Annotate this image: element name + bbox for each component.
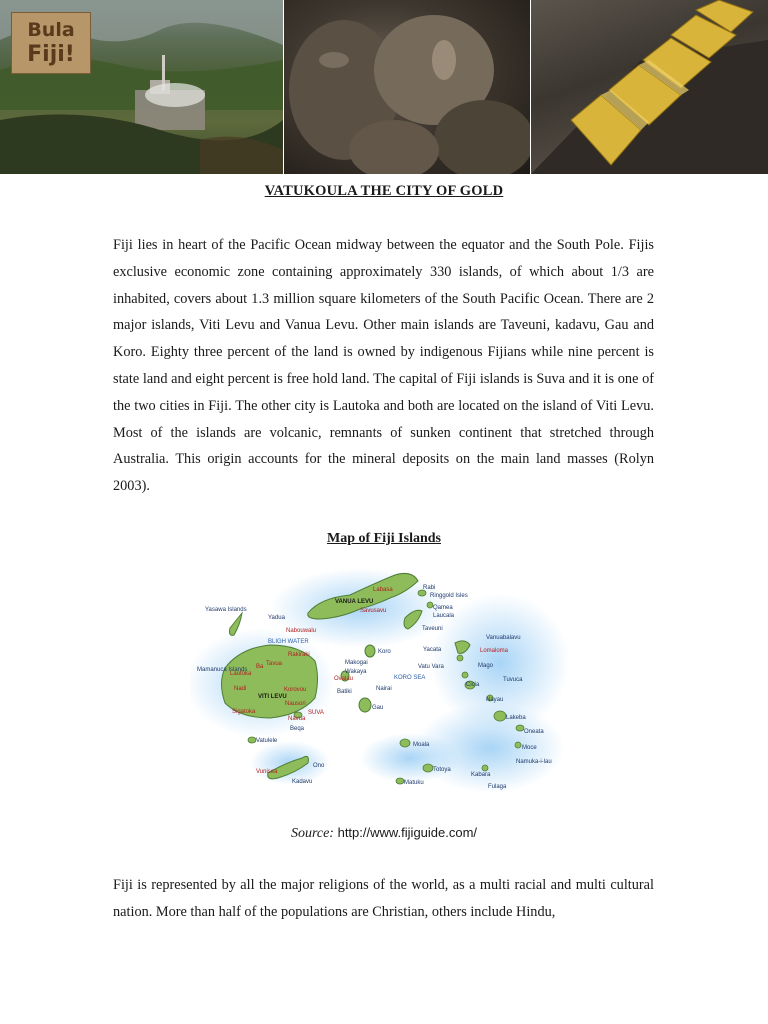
label-tuvuca: Tuvuca xyxy=(503,677,523,683)
banner-image-mine-landscape xyxy=(0,0,283,174)
banner-image-gold-bars xyxy=(531,0,768,174)
label-lomaloma: Lomaloma xyxy=(480,648,509,654)
label-ba: Ba xyxy=(256,664,264,670)
intro-paragraph: Fiji lies in heart of the Pacific Ocean midway between the equator and the South Pole. Fijis exclusive economic zone containing approximately 330 islands, of which about 1/3 are inhabited, covers about 1.3 million square kilometers of the South Pacific Ocean. There are 2 major islands, Viti Levu and Vanua Levu. Other main islands are Taveuni, kadavu, Gau and Koro. Eighty three percent of the land is owned by indigenous Fijians while nine percent is state land and eight percent is free hold land. The capital of Fiji islands is Suva and it is one of the two cities in Fiji. The other city is Lautoka and both are located on the island of Viti Levu. Most of the islands are volcanic, remnants of sunken continent that stretched through Australia. This origin accounts for the mineral deposits on the main land masses (Rolyn 2003). xyxy=(113,237,654,495)
label-yadua: Yadua xyxy=(268,615,285,621)
label-bligh: BLIGH WATER xyxy=(268,639,309,645)
label-sigatoka: Sigatoka xyxy=(232,709,256,715)
label-vunisea: Vunisea xyxy=(256,769,278,775)
label-fulaga: Fulaga xyxy=(488,784,507,790)
label-kabara: Kabara xyxy=(471,772,491,778)
label-laucala: Laucala xyxy=(433,613,455,619)
label-wakaya: Wakaya xyxy=(345,669,367,675)
logo-line1: Bula xyxy=(27,19,75,41)
label-totoya: Totoya xyxy=(433,767,451,773)
label-lautoka: Lautoka xyxy=(230,671,252,677)
label-nayau: Nayau xyxy=(486,697,504,703)
label-yasawa: Yasawa Islands xyxy=(205,607,247,613)
label-korovou: Korovou xyxy=(284,687,307,693)
label-qamea: Qamea xyxy=(433,605,453,611)
header-banner xyxy=(0,0,768,174)
koro-shape xyxy=(365,645,375,657)
label-matuku: Matuku xyxy=(404,780,424,786)
label-gau: Gau xyxy=(372,705,384,711)
label-mago: Mago xyxy=(478,663,494,669)
label-vanua-levu: VANUA LEVU xyxy=(335,599,374,605)
label-nabouwalu: Nabouwalu xyxy=(286,628,317,634)
label-moala: Moala xyxy=(413,742,430,748)
label-vanuabalavu: Vanuabalavu xyxy=(486,635,521,641)
gau-shape xyxy=(359,698,371,712)
label-rabi: Rabi xyxy=(423,585,436,591)
label-lakeba: Lakeba xyxy=(506,715,526,721)
gold-bars-illustration xyxy=(531,0,768,174)
label-koro: Koro xyxy=(378,649,391,655)
label-nadi: Nadi xyxy=(234,686,247,692)
label-kadavu: Kadavu xyxy=(292,779,313,785)
label-taveuni: Taveuni xyxy=(422,626,443,632)
page-title: VATUKOULA THE CITY OF GOLD xyxy=(264,183,504,199)
label-namuka: Namuka-i-lau xyxy=(516,759,552,765)
label-tavua: Tavua xyxy=(266,661,283,667)
label-moce: Moce xyxy=(522,745,537,751)
bula-fiji-logo xyxy=(11,12,91,74)
label-ringgold: Ringgold Isles xyxy=(430,593,468,599)
logo-line2: Fiji! xyxy=(27,42,75,67)
label-viti-levu: VITI LEVU xyxy=(258,694,287,700)
label-vatu-vara: Vatu Vara xyxy=(418,664,444,670)
label-nausori: Nausori xyxy=(285,701,306,707)
label-rakiraki: Rakiraki xyxy=(288,652,310,658)
source-label: Source: xyxy=(290,826,334,841)
label-suva: SUVA xyxy=(308,710,324,716)
label-navua: Navua xyxy=(288,716,306,722)
label-mamanuca: Mamanuca Islands xyxy=(197,667,248,673)
label-beqa: Beqa xyxy=(290,726,305,732)
map-title: Map of Fiji Islands xyxy=(327,531,441,546)
label-nairai: Nairai xyxy=(376,686,392,692)
label-batiki: Batiki xyxy=(337,689,352,695)
label-makogai: Makogai xyxy=(345,660,368,666)
label-koro-sea: KORO SEA xyxy=(394,675,426,681)
label-oneata: Oneata xyxy=(524,729,544,735)
label-ono: Ono xyxy=(313,763,325,769)
map-source xyxy=(0,825,768,842)
label-labasa: Labasa xyxy=(373,587,393,593)
gold-ore-illustration xyxy=(284,0,530,174)
source-url: http://www.fijiguide.com/ xyxy=(337,825,478,840)
label-ovalau: Ovalau xyxy=(334,676,354,682)
label-savusavu: Savusavu xyxy=(360,608,387,614)
fiji-islands-map xyxy=(190,553,580,803)
banner-image-gold-ore xyxy=(284,0,530,174)
label-vatulele: Vatulele xyxy=(256,738,278,744)
label-cicia: Cicia xyxy=(466,682,480,688)
religion-paragraph: Fiji is represented by all the major religions of the world, as a multi racial and multi cultural nation. More than half of the populations are Christian, others include Hindu, xyxy=(113,877,654,920)
label-yacata: Yacata xyxy=(423,647,442,653)
